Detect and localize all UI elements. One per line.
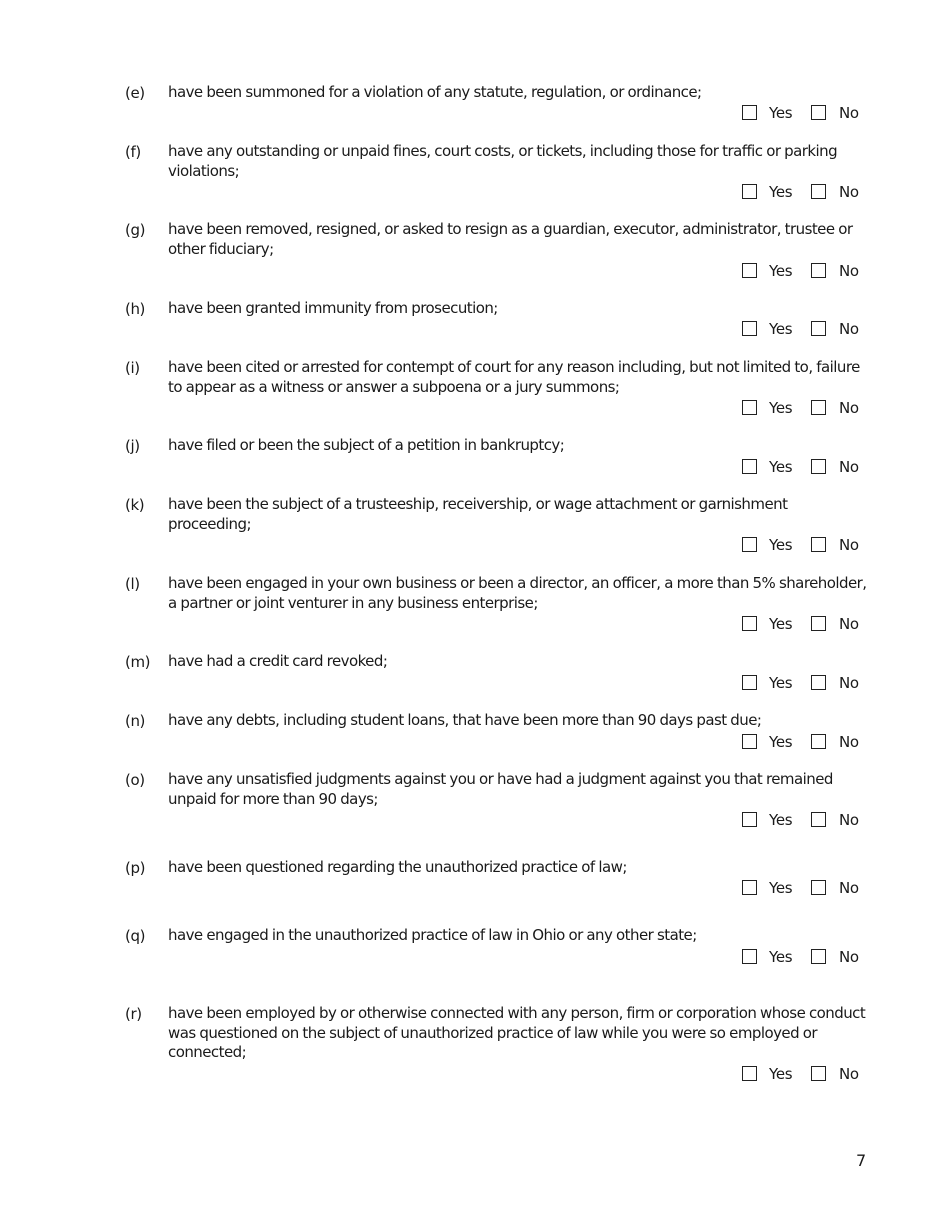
- no-label: No: [839, 536, 859, 554]
- question-letter: (n): [125, 712, 146, 730]
- question-letter: (l): [125, 575, 140, 593]
- no-checkbox[interactable]: [811, 734, 826, 749]
- no-checkbox[interactable]: [811, 321, 826, 336]
- no-label: No: [839, 615, 859, 633]
- no-checkbox[interactable]: [811, 263, 826, 278]
- question-letter: (o): [125, 771, 145, 789]
- yes-label: Yes: [769, 879, 793, 897]
- no-checkbox[interactable]: [811, 459, 826, 474]
- question-text: have been engaged in your own business or been a director, an officer, a more than 5% shareholder, a partner or joint venturer in any business enterprise;: [168, 574, 867, 612]
- yes-label: Yes: [769, 262, 793, 280]
- question-text: have been removed, resigned, or asked to resign as a guardian, executor, administrator, trustee or other fiduciary;: [168, 220, 853, 258]
- question-text: have any outstanding or unpaid fines, court costs, or tickets, including those for traffic or parking violations;: [168, 142, 838, 180]
- no-label: No: [839, 458, 859, 476]
- no-checkbox[interactable]: [811, 616, 826, 631]
- yes-label: Yes: [769, 733, 793, 751]
- yes-checkbox[interactable]: [742, 321, 757, 336]
- question-text: have any unsatisfied judgments against you or have had a judgment against you that remained unpaid for more than 90 days;: [168, 770, 833, 808]
- no-checkbox[interactable]: [811, 537, 826, 552]
- question-letter: (g): [125, 221, 146, 239]
- yes-checkbox[interactable]: [742, 812, 757, 827]
- yes-checkbox[interactable]: [742, 459, 757, 474]
- yes-checkbox[interactable]: [742, 734, 757, 749]
- yes-label: Yes: [769, 183, 793, 201]
- no-label: No: [839, 320, 859, 338]
- yes-label: Yes: [769, 948, 793, 966]
- no-label: No: [839, 811, 859, 829]
- yes-label: Yes: [769, 104, 793, 122]
- no-label: No: [839, 262, 859, 280]
- yes-checkbox[interactable]: [742, 949, 757, 964]
- question-letter: (f): [125, 143, 141, 161]
- question-letter: (e): [125, 84, 145, 102]
- yes-checkbox[interactable]: [742, 616, 757, 631]
- yes-label: Yes: [769, 458, 793, 476]
- question-text: have been granted immunity from prosecution;: [168, 299, 498, 317]
- yes-label: Yes: [769, 674, 793, 692]
- question-text: have been questioned regarding the unauthorized practice of law;: [168, 858, 627, 876]
- question-letter: (j): [125, 437, 140, 455]
- yes-label: Yes: [769, 811, 793, 829]
- yes-checkbox[interactable]: [742, 184, 757, 199]
- question-text: have had a credit card revoked;: [168, 652, 388, 670]
- yes-checkbox[interactable]: [742, 675, 757, 690]
- question-letter: (i): [125, 359, 140, 377]
- no-label: No: [839, 399, 859, 417]
- no-label: No: [839, 674, 859, 692]
- question-text: have been summoned for a violation of any statute, regulation, or ordinance;: [168, 83, 702, 101]
- question-letter: (k): [125, 496, 145, 514]
- yes-checkbox[interactable]: [742, 105, 757, 120]
- no-checkbox[interactable]: [811, 880, 826, 895]
- question-text: have been the subject of a trusteeship, receivership, or wage attachment or garnishment proceeding;: [168, 495, 788, 533]
- question-letter: (m): [125, 653, 151, 671]
- no-checkbox[interactable]: [811, 1066, 826, 1081]
- no-checkbox[interactable]: [811, 675, 826, 690]
- question-letter: (h): [125, 300, 146, 318]
- no-checkbox[interactable]: [811, 812, 826, 827]
- no-label: No: [839, 733, 859, 751]
- yes-checkbox[interactable]: [742, 400, 757, 415]
- no-checkbox[interactable]: [811, 400, 826, 415]
- question-letter: (q): [125, 927, 146, 945]
- no-checkbox[interactable]: [811, 184, 826, 199]
- yes-label: Yes: [769, 536, 793, 554]
- question-text: have been cited or arrested for contempt of court for any reason including, but not limited to, failure to appear as a witness or answer a subpoena or a jury summons;: [168, 358, 860, 396]
- question-text: have any debts, including student loans, that have been more than 90 days past due;: [168, 711, 762, 729]
- question-text: have engaged in the unauthorized practice of law in Ohio or any other state;: [168, 926, 697, 944]
- no-label: No: [839, 183, 859, 201]
- question-text: have been employed by or otherwise connected with any person, firm or corporation whose conduct was questioned on the subject of unauthorized practice of law while you were so employed or connected;: [168, 1004, 866, 1061]
- question-letter: (p): [125, 859, 146, 877]
- yes-checkbox[interactable]: [742, 263, 757, 278]
- yes-checkbox[interactable]: [742, 1066, 757, 1081]
- yes-label: Yes: [769, 615, 793, 633]
- no-label: No: [839, 879, 859, 897]
- yes-checkbox[interactable]: [742, 880, 757, 895]
- no-label: No: [839, 104, 859, 122]
- page-number: 7: [856, 1151, 867, 1170]
- question-text: have filed or been the subject of a petition in bankruptcy;: [168, 436, 565, 454]
- question-letter: (r): [125, 1005, 142, 1023]
- yes-label: Yes: [769, 320, 793, 338]
- no-label: No: [839, 1065, 859, 1083]
- no-label: No: [839, 948, 859, 966]
- yes-label: Yes: [769, 399, 793, 417]
- yes-label: Yes: [769, 1065, 793, 1083]
- yes-checkbox[interactable]: [742, 537, 757, 552]
- no-checkbox[interactable]: [811, 105, 826, 120]
- no-checkbox[interactable]: [811, 949, 826, 964]
